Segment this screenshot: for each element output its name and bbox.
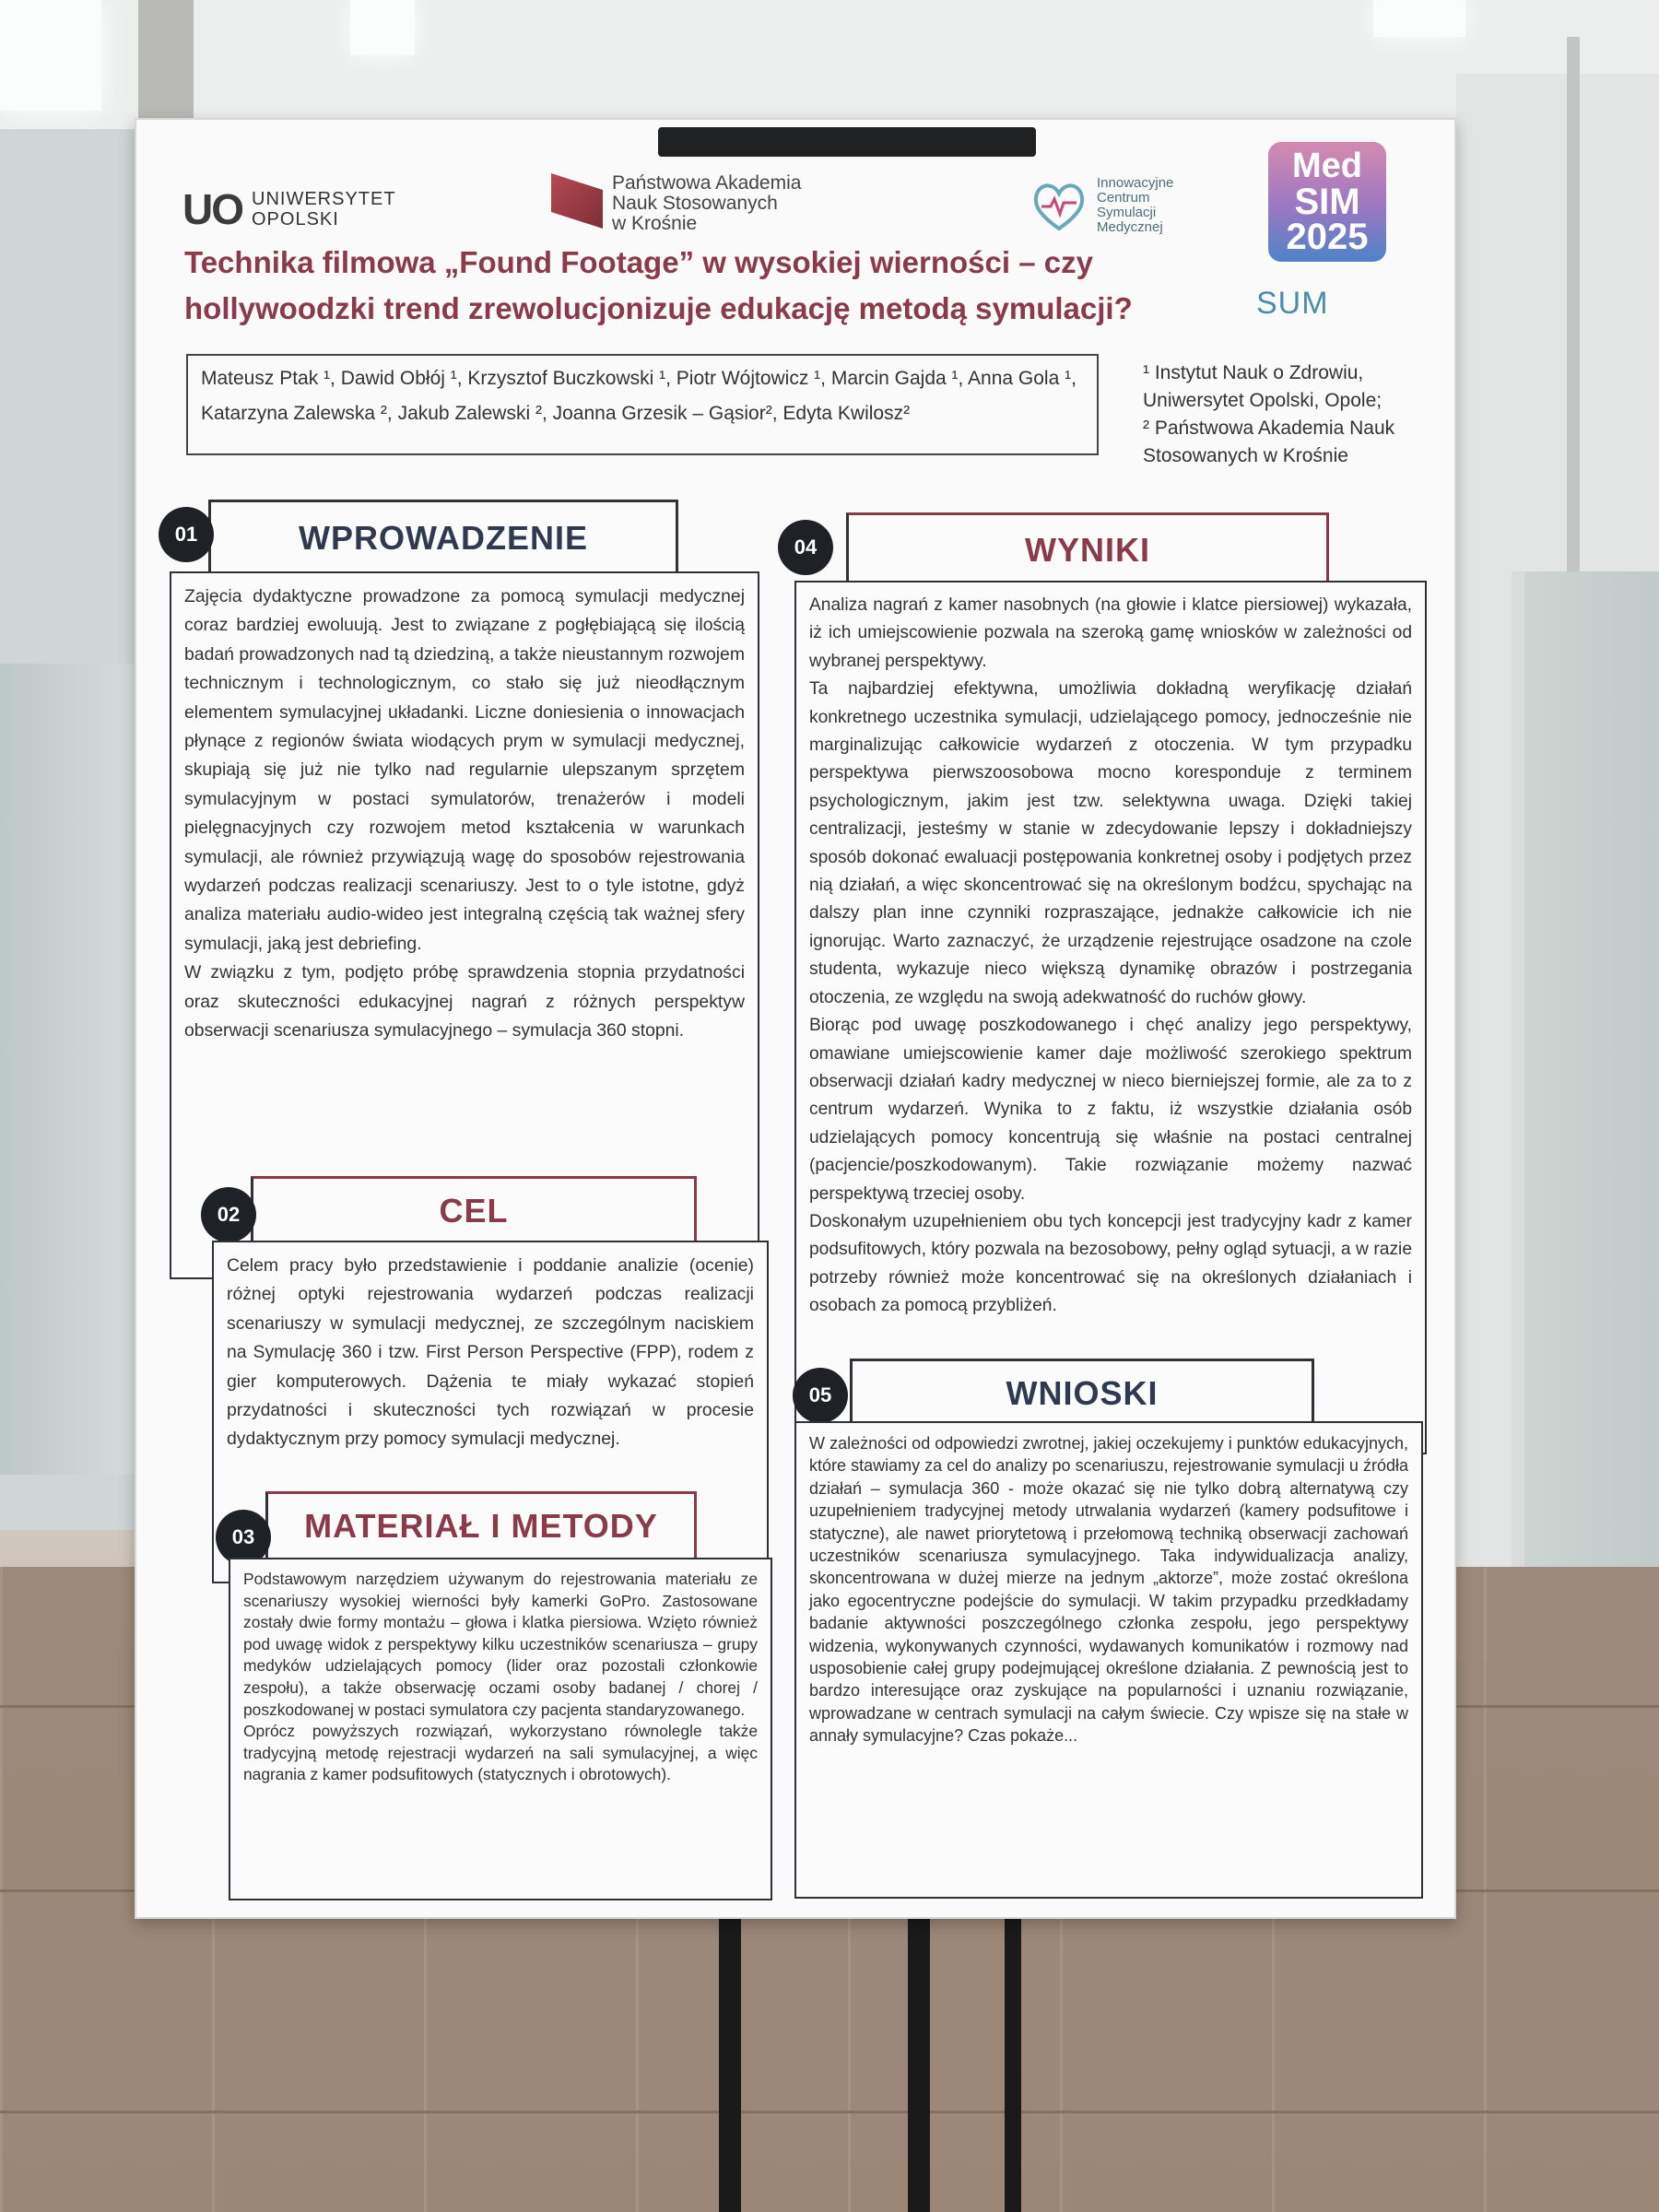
pans-wordmark xyxy=(612,173,801,234)
section-04-box xyxy=(794,581,1427,1454)
section-01-box xyxy=(170,571,759,1279)
ceiling-light xyxy=(0,0,101,111)
section-05-body: W zależności od odpowiedzi zwrotnej, jakiej oczekujemy i punktów edukacyjnych, które stawiamy za cel do analizy po scenariuszu, rejestrowanie symulacji u źródła działań – symulacja 360 - może okazać się nie tylko dobrą alternatywą czy uzupełnieniem tradycyjnej metody utrwalania wydarzeń (kamery podsufitowe i statyczne), ale nawet priorytetową i przełomową techniką obserwacji zachowań uczestników scenariusza symulacyjnego. Taka indywidualizacja analizy, skoncentrowana w dużej mierze na jednym „aktorze”, może zostać określona jako egocentryczne podejście do symulacji. W takim przypadku przedkładamy badanie aktywności poszczególnego członka zespołu, jego perspektywy widzenia, wykonywanych czynności, wydawanych komunikatów i rozmowy nad usposobienie całej grupy podejmującej określone działania. Z pewnością jest to bardzo interesujące oraz zyskujące na popularności i uznaniu rozwiązanie, wprowadzane w centrach symulacji na całym świecie. Czy wpisze się na stałe w annały symulacyjne? Czas pokaże... xyxy=(809,1434,1408,1746)
heart-icon xyxy=(1029,175,1089,236)
medsim-2025-logo xyxy=(1268,142,1386,262)
poster xyxy=(135,118,1456,1919)
section-01-number: 01 xyxy=(159,507,214,562)
section-03-body: Podstawowym narzędziem używanym do rejestrowania materiału ze scenariuszy wysokiej wierności były kamerki GoPro. Zastosowane zostały dwie formy montażu – głowa i klatka piersiowa. Wzięto również pod uwagę widok z perspektywy kilku uczestników scenariusza – grupy medyków udzielających pomocy (lider oraz pozostali członkowie zespołu), a także obserwację oczami osoby badanej / chorej / poszkodowanej w postaci symulatora czy pacjenta standaryzowanego. Oprócz powyższych rozwiązań, wykorzystano równolegle także tradycyjną metodę rejestracji wydarzeń na sali symulacyjnej, a więc nagrania z kamer podsufitowych (statycznych i obrotowych). xyxy=(243,1570,758,1784)
section-04-body: Analiza nagrań z kamer nasobnych (na głowie i klatce piersiowej) wykazała, iż ich umiejscowienie pozwala na szeroką gamę wniosków w zależności od wybranej perspektywy. Ta najbardziej efektywna, umożliwia dokładną weryfikację działań konkretnego uczestnika symulacji, udzielającego pomocy, jednocześnie nie marginalizując całkowicie wydarzeń z otoczenia. W tym przypadku perspektywa pierwszoosobowa mocno koresponduje z terminem psychologicznym, jakim jest tzw. selektywna uwaga. Dzięki takiej centralizacji, jesteśmy w stanie w zdecydowanie lepszy i dokładniejszy sposób dokonać ewaluacji postępowania konkretnej osoby i podjętych przez nią działań, a więc skoncentrować się na określonym bodźcu, spychając na dalszy plan inne czynniki rozpraszające, jednakże całkowicie ich nie ignorując. Warto zaznaczyć, że urządzenie rejestrujące osadzone na czole studenta, wykazuje nieco większą dynamikę obrazów i postrzegania otoczenia, ze względu na swoją adekwatność do ruchów głowy. Biorąc pod uwagę poszkodowanego i chęć analizy jego perspektywy, omawiane umiejscowienie kamer daje możliwość szerokiego spektrum obserwacji działań kadry medycznej w nieco bierniejszej formie, ale za to z centrum wydarzeń. Wynika to z faktu, iż wszystkie działania osób udzielających pomocy koncentrują się właśnie na postaci centralnej (pacjencie/poszkodowanym). Takie rozwiązanie możemy nazwać perspektywą trzeciej osoby. Doskonałym uzupełnieniem obu tych koncepcji jest tradycyjny kadr z kamer podsufitowych, który pozwala na bezosobowy, pełny ogląd sytuacji, a w razie potrzeby również może koncentrować się na określonych działaniach i osobach za pomocą przybliżeń. xyxy=(809,595,1412,1316)
pans-line3: w Krośnie xyxy=(612,213,698,234)
section-03-number: 03 xyxy=(216,1510,271,1565)
uo-line1: UNIWERSYTET xyxy=(252,189,396,209)
section-05-number: 05 xyxy=(793,1368,848,1423)
uo-mark: UO xyxy=(182,185,242,233)
pans-krosno-logo xyxy=(551,173,801,234)
section-04-number: 04 xyxy=(778,520,833,575)
section-02-number: 02 xyxy=(201,1187,256,1242)
section-04-header: WYNIKI xyxy=(846,512,1329,584)
medsim-line1: Med xyxy=(1292,147,1362,185)
section-03-header: MATERIAŁ I METODY xyxy=(265,1491,697,1558)
uniwersytet-opolski-logo xyxy=(182,184,396,234)
easel-top-clip xyxy=(658,127,1036,157)
pans-book-icon xyxy=(551,173,603,229)
poster-title: Technika filmowa „Found Footage” w wysokiej wierności – czy hollywoodzki trend zrewolucjonizuje edukację metodą symulacji? xyxy=(184,245,1133,325)
pans-line1: Państwowa Akademia xyxy=(612,172,802,194)
right-glass-door xyxy=(1512,571,1659,1631)
section-05-header: WNIOSKI xyxy=(850,1359,1314,1425)
uo-wordmark xyxy=(252,189,396,229)
sum-logo: SUM xyxy=(1256,286,1329,321)
left-glass-door xyxy=(0,664,138,1475)
authors-box: Mateusz Ptak ¹, Dawid Obłój ¹, Krzysztof Buczkowski ¹, Piotr Wójtowicz ¹, Marcin Gajda ¹, Anna Gola ¹, Katarzyna Zalewska ², Jakub Zalewski ², Joanna Grzesik – Gąsior², Edyta Kwilosz² xyxy=(186,354,1099,455)
section-01-header: WPROWADZENIE xyxy=(208,500,678,573)
ceiling-light xyxy=(350,0,415,55)
section-05-box xyxy=(794,1421,1423,1899)
section-02-header: CEL xyxy=(251,1176,697,1242)
floor-tile-joint xyxy=(0,2111,1659,2113)
section-03-box xyxy=(229,1558,772,1900)
medsim-line3: 2025 xyxy=(1286,217,1369,257)
affiliations: ¹ Instytut Nauk o Zdrowiu, Uniwersytet Opolski, Opole; ² Państwowa Akademia Nauk Stosowanych w Krośnie xyxy=(1143,362,1395,466)
easel-leg-left xyxy=(719,1880,741,2212)
easel-leg-right xyxy=(908,1880,930,2212)
easel-leg-back xyxy=(1005,1899,1021,2212)
uo-line2: OPOLSKI xyxy=(252,209,339,229)
medsim-line2: SIM xyxy=(1294,182,1360,222)
ceiling-light xyxy=(1373,0,1465,37)
section-01-body: Zajęcia dydaktyczne prowadzone za pomocą symulacji medycznej coraz bardziej ewoluują. Jest to związane z pogłębiającą się ilością badań prowadzonych nad tą dziedziną, a także nieustannym rozwojem technicznym i technologicznym, co stało się już nieodłącznym elementem symulacyjnej układanki. Liczne doniesienia o innowacjach płynące z regionów świata wiodących prym w symulacji medycznej, skupiają się już nie tylko nad regularnie ulepszanym sprzętem symulacyjnym w postaci symulatorów, trenażerów i modeli pielęgnacyjnych czy rozwojem metod kształcenia w warunkach symulacji, ale również przywiązują wagę do sposobów rejestrowania wydarzeń podczas realizacji scenariuszy. Jest to o tyle istotne, gdyż analiza materiału audio-wideo jest integralną częścią tak ważnej sfery symulacji, jaką jest debriefing. W związku z tym, podjęto próbę sprawdzenia stopnia przydatności oraz skuteczności edukacyjnej nagrań z różnych perspektyw obserwacji scenariusza symulacyjnego – symulacja 360 stopni. xyxy=(184,586,745,1041)
icsm-wordmark: Innowacyjne Centrum Symulacji Medycznej xyxy=(1097,175,1174,235)
icsm-logo xyxy=(1029,175,1173,236)
pans-line2: Nauk Stosowanych xyxy=(612,193,778,214)
section-02-body: Celem pracy było przedstawienie i poddanie analizie (ocenie) różnej optyki rejestrowania wydarzeń podczas realizacji scenariuszy w symulacji medycznej, ze szczególnym naciskiem na Symulację 360 i tzw. First Person Perspective (FPP), rodem z gier komputerowych. Dążenia te miały wykazać stopień przydatności i skuteczności tych rozwiązań w procesie dydaktycznym przy pomocy symulacji medycznej. xyxy=(227,1255,754,1450)
